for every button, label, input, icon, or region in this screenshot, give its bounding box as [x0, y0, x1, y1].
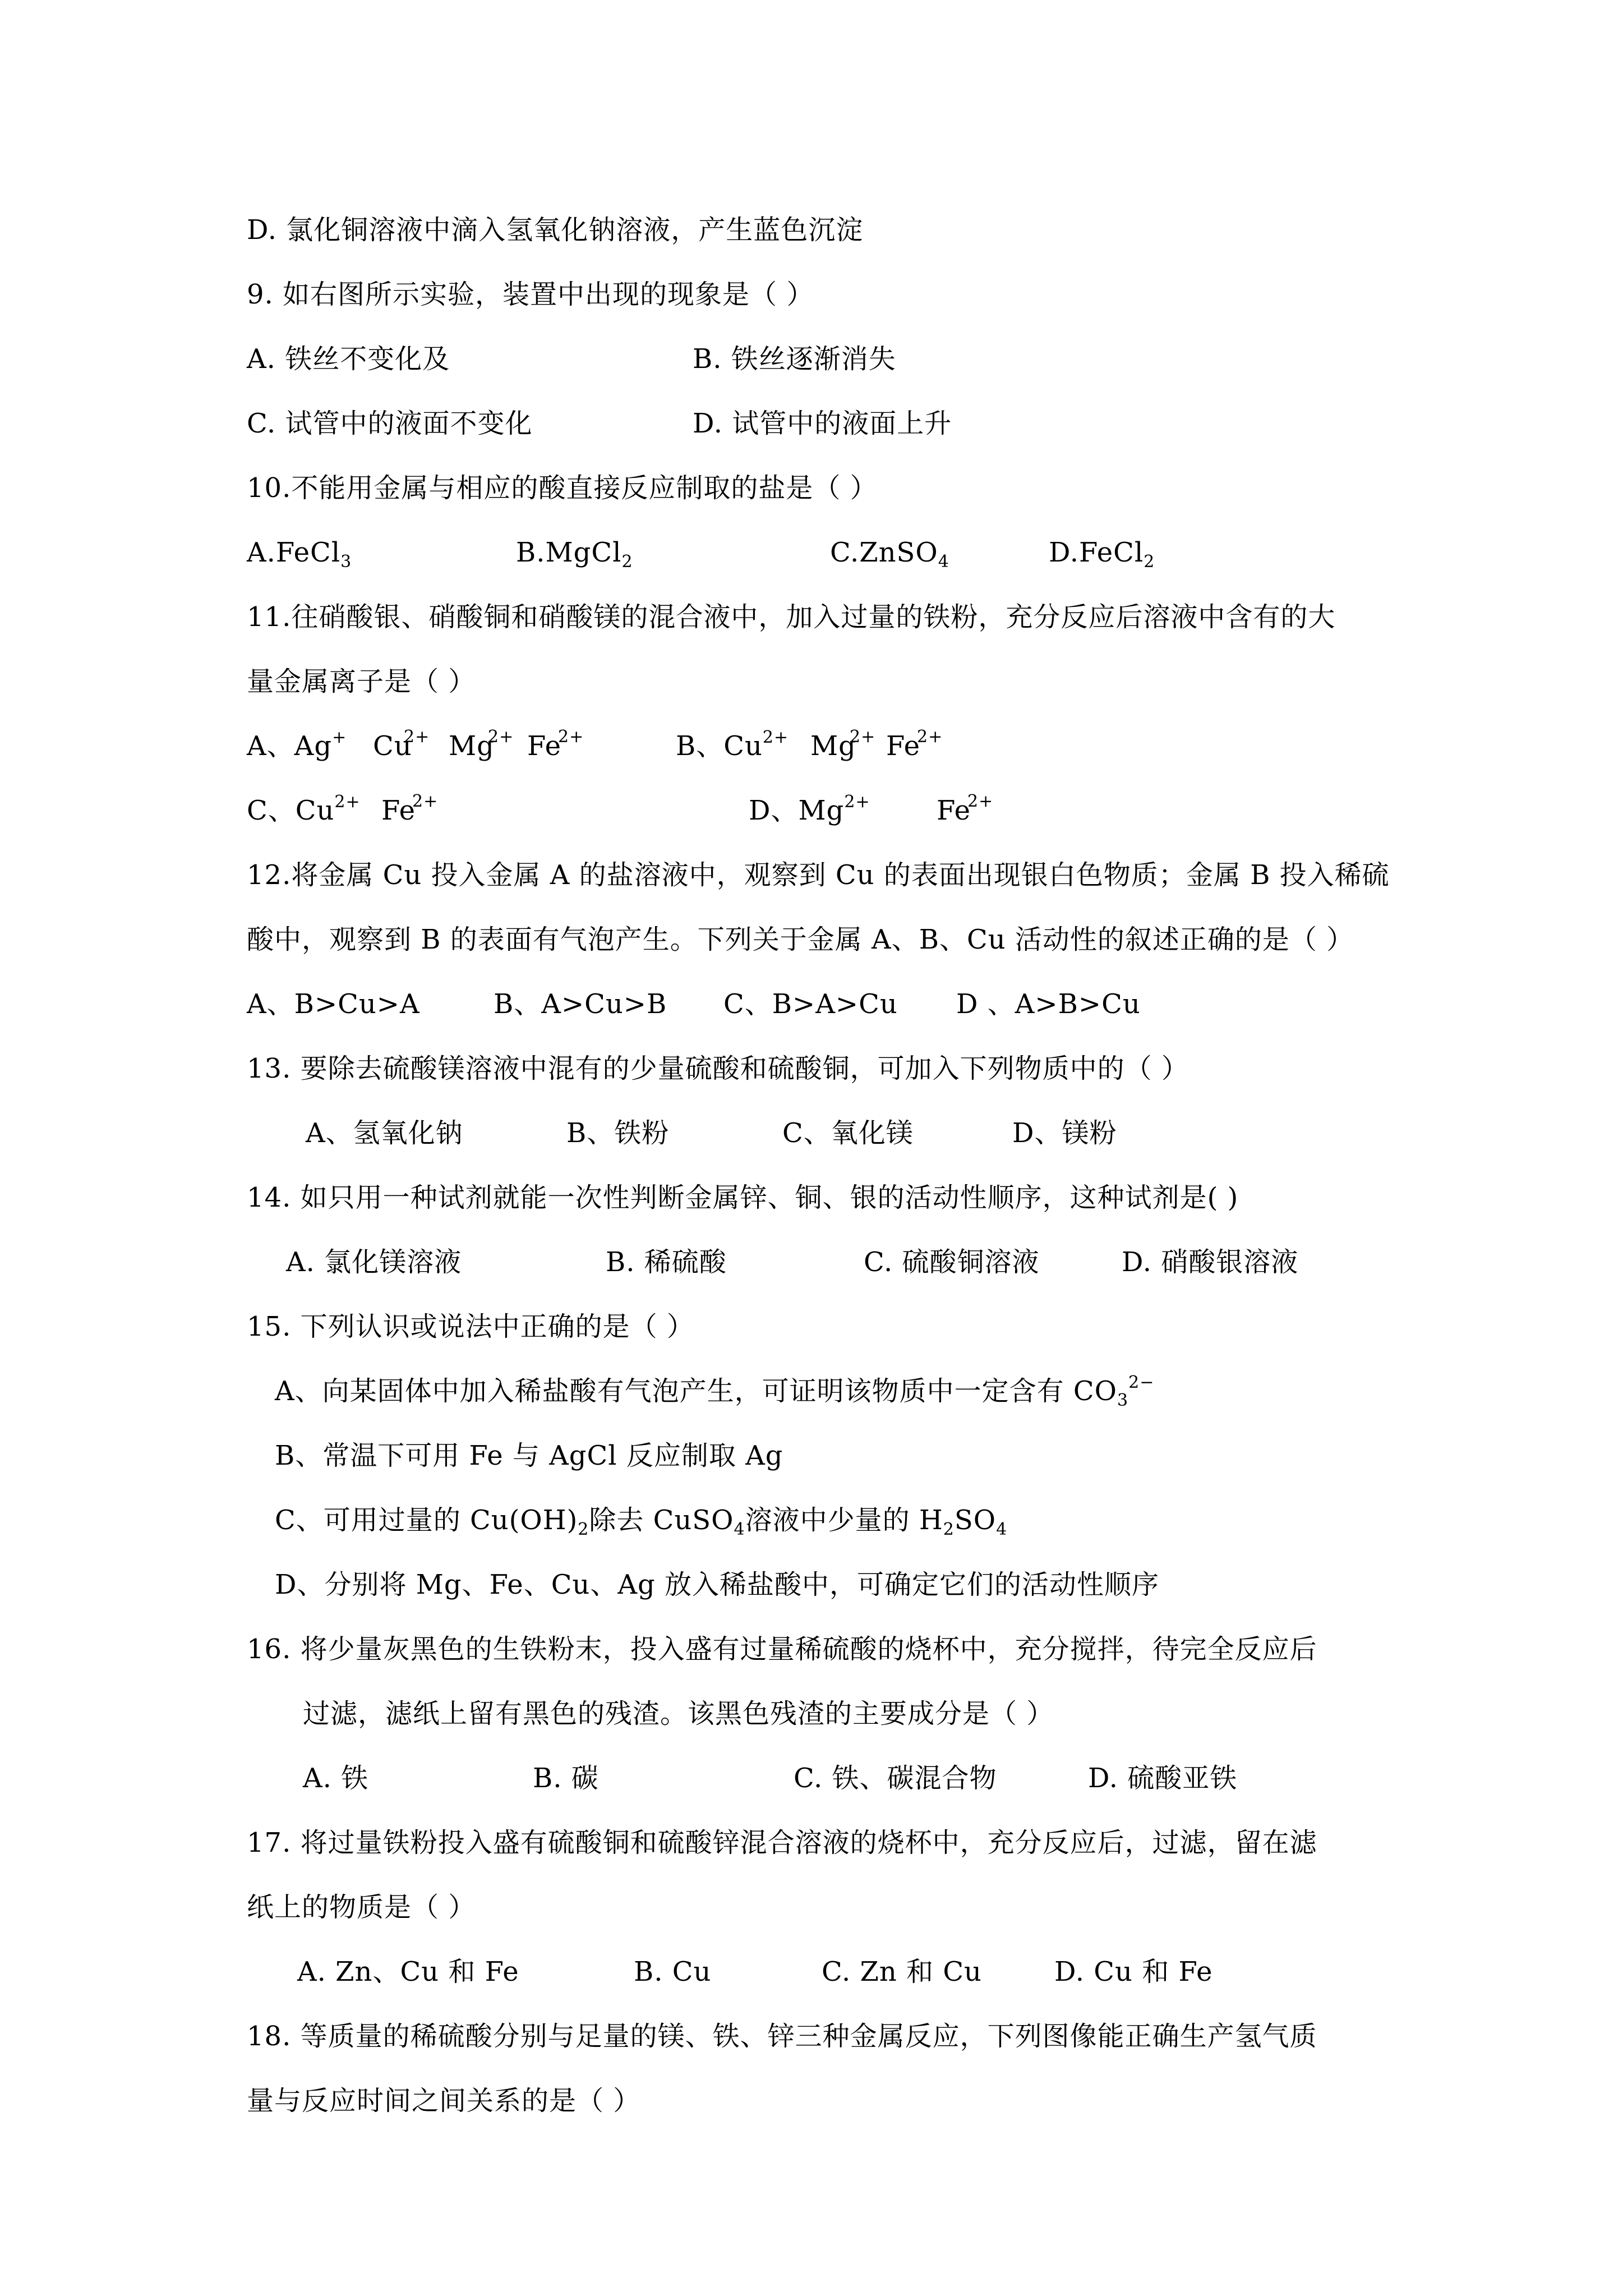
q16-option-d: D. 硫酸亚铁: [1088, 1763, 1238, 1794]
q16-option-b: B. 碳: [533, 1763, 599, 1794]
q9-option-b: B. 铁丝逐渐消失: [693, 343, 896, 375]
q15-option-a: A、向某固体中加入稀盐酸有气泡产生，可证明该物质中一定含有 $CO_3^{2-}$: [275, 1373, 1155, 1410]
q11-stem-line1: 11.往硝酸银、硝酸铜和硝酸镁的混合液中，加入过量的铁粉，充分反应后溶液中含有的大: [247, 601, 1336, 633]
q16-stem-line2: 过滤，滤纸上留有黑色的残渣。该黑色残渣的主要成分是（ ）: [303, 1698, 1054, 1729]
q14-option-c: C. 硫酸铜溶液: [864, 1246, 1040, 1278]
q10-options: [247, 536, 1593, 572]
q14-option-b: B. 稀硫酸: [606, 1246, 727, 1278]
q12-option-c: C、B>A>Cu: [723, 988, 898, 1020]
q13-option-b: B、铁粉: [566, 1117, 670, 1149]
q16-option-c: C. 铁、碳混合物: [794, 1763, 997, 1794]
q14-stem: 14. 如只用一种试剂就能一次性判断金属锌、铜、银的活动性顺序，这种试剂是( ): [247, 1182, 1239, 1213]
q17-options: [297, 1955, 1587, 1989]
q14-option-a: A. 氯化镁溶液: [286, 1246, 462, 1278]
q12-stem-line1: 12.将金属 Cu 投入金属 A 的盐溶液中，观察到 Cu 的表面出现银白色物质；金属 B 投入稀硫: [247, 859, 1390, 891]
q11-option-d: D、$Mg^{2+}$ Fe 2+: [749, 792, 994, 826]
q12-stem-line2: 酸中，观察到 B 的表面有气泡产生。下列关于金属 A、B、Cu 活动性的叙述正确的是（ ）: [247, 924, 1354, 955]
q10-option-c: C.ZnSO$_4$: [830, 537, 949, 572]
q16-option-a: A. 铁: [303, 1763, 369, 1794]
q16-stem-line1: 16. 将少量灰黑色的生铁粉末，投入盛有过量稀硫酸的烧杯中，充分搅拌，待完全反应后: [247, 1634, 1317, 1665]
q9-options-row1: [247, 342, 1593, 376]
q17-stem-line2: 纸上的物质是（ ）: [247, 1892, 476, 1923]
q10-option-a: A.FeCl$_3$: [247, 537, 352, 572]
q18-stem-line2: 量与反应时间之间关系的是（ ）: [247, 2085, 641, 2116]
q11-stem-line2: 量金属离子是（ ）: [247, 666, 476, 697]
q17-stem-line1: 17. 将过量铁粉投入盛有硫酸铜和硫酸锌混合溶液的烧杯中，充分反应后，过滤，留在滤: [247, 1827, 1317, 1858]
q12-options: [247, 987, 1593, 1021]
q9-option-a: A. 铁丝不变化及: [247, 343, 450, 375]
q11-options-row2: [247, 794, 1593, 827]
q9-stem: 9. 如右图所示实验，装置中出现的现象是（ ）: [247, 279, 814, 310]
q17-option-a: A. Zn、Cu 和 Fe: [297, 1956, 519, 1987]
q13-option-c: C、氧化镁: [782, 1117, 914, 1149]
q14-options: [286, 1245, 1576, 1279]
q18-stem-line1: 18. 等质量的稀硫酸分别与足量的镁、铁、锌三种金属反应，下列图像能正确生产氢气质: [247, 2021, 1317, 2052]
q15-option-b: B、常温下可用 Fe 与 AgCl 反应制取 Ag: [275, 1440, 783, 1471]
q17-option-c: C. Zn 和 Cu: [822, 1956, 982, 1987]
q13-options: [306, 1116, 1596, 1150]
q13-option-d: D、镁粉: [1012, 1117, 1117, 1149]
q17-option-b: B. Cu: [634, 1956, 712, 1987]
q13-option-a: A、氢氧化钠: [306, 1117, 463, 1149]
q11-option-c: C、$Cu^{2+}$ Fe 2+: [247, 792, 439, 826]
q10-stem: 10.不能用金属与相应的酸直接反应制取的盐是（ ）: [247, 472, 878, 504]
q9-options-row2: [247, 407, 1593, 440]
q13-stem: 13. 要除去硫酸镁溶液中混有的少量硫酸和硫酸铜，可加入下列物质中的（ ）: [247, 1053, 1189, 1084]
q10-option-d: D.FeCl$_2$: [1049, 537, 1155, 572]
q11-option-a: A、Ag+ Cu 2+ Mg 2+ Fe 2+: [247, 727, 584, 762]
q9-option-d: D. 试管中的液面上升: [693, 408, 952, 439]
q17-option-d: D. Cu 和 Fe: [1054, 1956, 1213, 1987]
q8-option-d: D. 氯化铜溶液中滴入氢氧化钠溶液，产生蓝色沉淀: [247, 214, 864, 246]
q11-options-row1: [247, 729, 1593, 763]
q12-option-b: B、A>Cu>B: [494, 988, 667, 1020]
q16-options: [303, 1761, 1593, 1795]
q14-option-d: D. 硝酸银溶液: [1122, 1246, 1299, 1278]
q12-option-d: D 、A>B>Cu: [956, 988, 1141, 1020]
q10-option-b: B.MgCl$_2$: [516, 537, 633, 572]
q15-option-d: D、分别将 Mg、Fe、Cu、Ag 放入稀盐酸中，可确定它们的活动性顺序: [275, 1569, 1159, 1600]
q15-option-c: C、可用过量的 $Cu(OH)_2$除去 CuSO$_4$溶液中少量的 $H_2SO_4$: [275, 1504, 1008, 1539]
q15-stem: 15. 下列认识或说法中正确的是（ ）: [247, 1311, 694, 1342]
q11-option-b: B、$Cu^{2+}$ Mg 2+ Fe 2+: [676, 727, 943, 762]
q12-option-a: A、B>Cu>A: [247, 988, 420, 1020]
q9-option-c: C. 试管中的液面不变化: [247, 408, 533, 439]
